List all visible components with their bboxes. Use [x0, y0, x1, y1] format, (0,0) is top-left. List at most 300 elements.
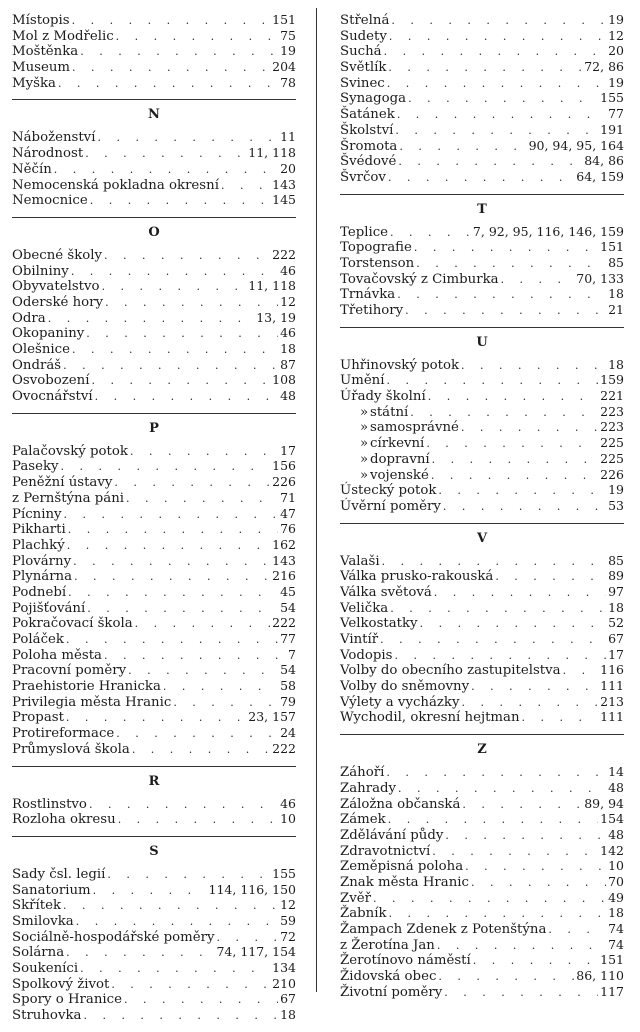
dot-leader [414, 240, 598, 256]
entry-term: Struhovka [12, 1008, 82, 1024]
dot-leader [501, 272, 575, 288]
dot-leader [434, 585, 606, 601]
index-entry [340, 647, 624, 663]
entry-pages: 116 [600, 662, 624, 678]
dot-leader [80, 961, 270, 977]
entry-term: Výlety a vycházky [340, 694, 460, 710]
dot-leader [66, 945, 214, 961]
dot-leader [461, 420, 598, 436]
entry-pages: 23, 157 [248, 709, 296, 725]
entry-pages: 86, 110 [576, 968, 624, 984]
entry-term: Oderské hory [12, 294, 104, 310]
dot-leader [386, 765, 606, 781]
entry-pages: 17 [608, 646, 624, 662]
entry-term: Záhoří [340, 765, 385, 781]
index-entry [12, 647, 296, 663]
dot-leader [522, 710, 599, 726]
dot-leader [471, 875, 606, 891]
index-entry [340, 435, 624, 451]
dot-leader [68, 522, 278, 538]
entry-pages: 10 [280, 811, 296, 827]
dot-leader [461, 695, 598, 711]
index-entry [340, 600, 624, 616]
dot-leader [420, 616, 607, 632]
index-entry [12, 388, 296, 404]
entry-term: Zahrady [340, 780, 397, 796]
dot-leader [104, 248, 270, 264]
dot-leader [76, 914, 278, 930]
dot-leader [48, 311, 255, 327]
entry-term: Protireformace [12, 726, 115, 742]
dot-leader [124, 992, 278, 1008]
index-entry [12, 709, 296, 725]
index-entry [340, 615, 624, 631]
dot-leader [114, 475, 270, 491]
entry-pages: 18 [280, 1007, 296, 1023]
dot-leader [85, 146, 246, 162]
dot-leader [438, 969, 574, 985]
index-entry [12, 75, 296, 91]
entry-term: Místopis [12, 13, 70, 28]
index-entry [12, 12, 296, 28]
entry-term: Ovocnářství [12, 389, 93, 405]
index-entry [340, 482, 624, 498]
index-entry [12, 694, 296, 710]
entry-term: Plovárny [12, 553, 72, 569]
entry-pages: 74, 117, 154 [216, 944, 296, 960]
dot-leader [104, 648, 286, 664]
index-entry [12, 1007, 296, 1023]
dot-leader [432, 452, 598, 468]
index-entry [12, 59, 296, 75]
entry-pages: 20 [608, 43, 624, 59]
index-entry [340, 984, 624, 1000]
entry-term: Rostlinstvo [12, 796, 87, 812]
index-entry [340, 780, 624, 796]
index-entry [340, 224, 624, 240]
entry-pages: 20 [280, 160, 296, 176]
entry-pages: 10 [608, 858, 624, 874]
dot-leader [61, 459, 271, 475]
index-entry [340, 843, 624, 859]
index-section [12, 99, 296, 207]
index-entry [340, 59, 624, 75]
dot-leader [461, 358, 606, 374]
entry-term: Vintíř [340, 632, 379, 647]
entry-pages: 225 [600, 450, 624, 466]
index-entry [12, 960, 296, 976]
dot-leader [380, 632, 606, 648]
index-entry [12, 929, 296, 945]
dot-leader [63, 898, 278, 914]
index-entry [340, 75, 624, 91]
dot-leader [95, 389, 278, 405]
entry-pages: 210 [272, 975, 296, 991]
dot-leader [408, 91, 598, 107]
entry-term: Pokračovací škola [12, 616, 133, 632]
entry-term: Rozloha okresu [12, 812, 116, 828]
entry-pages: 156 [272, 458, 296, 474]
entry-pages: 111 [600, 709, 624, 725]
dot-leader [387, 373, 599, 389]
index-entry [12, 600, 296, 616]
entry-term: Znak města Hranic [340, 874, 469, 890]
index-entry [340, 827, 624, 843]
index-entry [340, 286, 624, 302]
entry-pages: 154 [600, 811, 624, 827]
index-entry [340, 937, 624, 953]
index-section [12, 836, 296, 1023]
entry-pages: 226 [272, 474, 296, 490]
dot-leader [83, 1008, 278, 1024]
dot-leader [116, 726, 278, 742]
entry-pages: 85 [608, 254, 624, 270]
entry-pages: 151 [600, 952, 624, 968]
index-entry [340, 106, 624, 122]
dot-leader [428, 389, 598, 405]
entry-pages: 162 [272, 536, 296, 552]
dot-leader [438, 483, 606, 499]
entry-pages: 216 [272, 568, 296, 584]
entry-pages: 14 [608, 764, 624, 780]
index-entry [340, 952, 624, 968]
entry-pages: 19 [608, 482, 624, 498]
entry-term: Spolkový život [12, 976, 110, 992]
entry-pages: 64, 159 [576, 168, 624, 184]
dot-leader [93, 883, 207, 899]
entry-pages: 52 [608, 615, 624, 631]
entry-pages: 77 [608, 106, 624, 122]
dot-leader [111, 977, 270, 993]
entry-pages: 67 [608, 631, 624, 646]
entry-pages: 17 [280, 442, 296, 458]
sub-entry-marker: » [360, 436, 369, 452]
entry-pages: 223 [600, 419, 624, 435]
entry-term: Národnost [12, 146, 84, 162]
entry-term: Něčín [12, 161, 52, 177]
entry-pages: 12 [608, 27, 624, 43]
index-entry [340, 764, 624, 780]
dot-leader [471, 679, 598, 695]
index-entry [12, 161, 296, 177]
entry-term: Poloha města [12, 647, 102, 663]
entry-term: Paseky [12, 459, 59, 475]
dot-leader [387, 76, 606, 92]
entry-term: Synagoga [340, 91, 407, 107]
entry-term: Propast [12, 710, 64, 726]
entry-term: Museum [12, 60, 71, 76]
dot-leader [102, 279, 247, 295]
entry-pages: 21 [608, 302, 624, 317]
entry-term: Ústecký potok [340, 483, 437, 499]
entry-pages: 77 [280, 631, 296, 646]
index-entry [340, 372, 624, 388]
index-entry [12, 372, 296, 388]
entry-pages: 90, 94, 95, 164 [528, 137, 624, 153]
dot-leader [398, 781, 606, 797]
entry-pages: 12 [280, 293, 296, 309]
dot-leader [116, 29, 278, 45]
index-entry [340, 498, 624, 514]
entry-pages: 213 [600, 693, 624, 709]
index-entry [340, 678, 624, 694]
entry-term: Třetihory [340, 303, 404, 318]
entry-pages: 221 [600, 388, 624, 404]
entry-term: Palačovský potok [12, 443, 128, 459]
index-entry [340, 138, 624, 154]
dot-leader [405, 303, 606, 319]
index-section [12, 217, 296, 404]
dot-leader [384, 44, 606, 60]
entry-term: Životní poměry [340, 984, 443, 1000]
entry-term: Wychodil, okresní hejtman [340, 710, 520, 726]
index-entry [340, 90, 624, 106]
dot-leader [126, 491, 278, 507]
entry-term: vojenské [370, 467, 429, 483]
entry-pages: 79 [280, 693, 296, 709]
entry-term: Sanatorium [12, 882, 91, 898]
index-entry [340, 921, 624, 937]
entry-term: Zvěř [340, 890, 371, 906]
dot-leader [473, 953, 598, 969]
dot-leader [89, 797, 278, 813]
dot-leader [548, 922, 606, 938]
dot-leader [216, 930, 278, 946]
dot-leader [462, 797, 582, 813]
index-entry [12, 976, 296, 992]
entry-term: Pracovní poměry [12, 663, 127, 679]
entry-pages: 222 [272, 740, 296, 756]
entry-term: Myška [12, 75, 56, 91]
entry-term: Švédové [340, 154, 397, 170]
entry-pages: 226 [600, 466, 624, 482]
entry-pages: 142 [600, 842, 624, 858]
dot-leader [66, 632, 278, 648]
entry-term: Válka prusko-rakouská [340, 569, 494, 585]
dot-leader [63, 358, 278, 374]
entry-term: Plachký [12, 537, 65, 553]
dot-leader [66, 710, 246, 726]
dot-leader [445, 828, 606, 844]
dot-leader [72, 342, 278, 358]
dot-leader [80, 44, 278, 60]
entry-pages: 143 [272, 552, 296, 568]
dot-leader [72, 60, 270, 76]
entry-pages: 18 [608, 905, 624, 921]
index-entry [340, 302, 624, 318]
index-entry [340, 255, 624, 271]
entry-pages: 145 [272, 192, 296, 208]
entry-pages: 11, 118 [248, 278, 296, 294]
dot-leader [399, 139, 526, 155]
index-entry [340, 968, 624, 984]
entry-term: Žerotínovo náměstí [340, 953, 471, 969]
entry-term: Náboženství [12, 130, 96, 146]
index-entry [12, 443, 296, 459]
entry-term: Podnebí [12, 584, 67, 600]
entry-term: Solárna [12, 945, 65, 961]
index-entry [340, 153, 624, 169]
dot-leader [54, 162, 278, 178]
entry-term: Peněžní ústavy [12, 475, 113, 491]
entry-term: Šatánek [340, 107, 395, 123]
entry-term: Zeměpisná poloha [340, 859, 464, 875]
index-entry [340, 12, 624, 28]
dot-leader [444, 985, 598, 1001]
entry-term: Sociálně-hospodářské poměry [12, 929, 215, 945]
index-entry [12, 866, 296, 882]
entry-term: Obilniny [12, 263, 69, 279]
entry-pages: 46 [280, 795, 296, 811]
index-entry [12, 263, 296, 279]
entry-term: Praehistorie Hranicka [12, 679, 161, 695]
entry-term: Mol z Modřelic [12, 28, 114, 44]
entry-term: Vodopis [340, 647, 393, 663]
index-section [12, 12, 296, 90]
entry-term: Pikharti [12, 522, 66, 538]
dot-leader [397, 287, 606, 303]
dot-leader [373, 891, 606, 907]
entry-pages: 12 [280, 897, 296, 913]
entry-term: Volby do obecního zastupitelstva [340, 663, 561, 679]
entry-pages: 74 [608, 936, 624, 952]
sub-entry-marker: » [360, 467, 369, 483]
dot-leader [64, 507, 279, 523]
index-entry [12, 247, 296, 263]
dot-leader [395, 123, 598, 139]
entry-term: dopravní [370, 451, 430, 467]
entry-pages: 47 [280, 505, 296, 521]
dot-leader [72, 13, 271, 29]
index-entry [12, 28, 296, 44]
index-entry [12, 553, 296, 569]
entry-pages: 46 [280, 262, 296, 278]
entry-term: Školství [340, 122, 394, 138]
index-entry [12, 192, 296, 208]
dot-leader [97, 130, 278, 146]
dot-leader [86, 326, 278, 342]
entry-pages: 151 [600, 239, 624, 255]
entry-pages: 89, 94 [584, 795, 624, 811]
entry-term: Sudety [340, 28, 387, 44]
index-entry [340, 890, 624, 906]
index-section [340, 523, 624, 726]
index-column-left [12, 12, 296, 1032]
entry-term: Poláček [12, 632, 64, 647]
entry-term: Uhřinovský potok [340, 357, 460, 373]
entry-term: Sady čsl. legií [12, 866, 106, 882]
entry-pages: 54 [280, 599, 296, 615]
entry-term: Skřítek [12, 898, 62, 914]
dot-leader [432, 844, 598, 860]
entry-term: Pojišťování [12, 600, 86, 616]
index-entry [12, 43, 296, 59]
entry-pages: 18 [608, 286, 624, 302]
entry-term: Záložna občanská [340, 796, 461, 812]
dot-leader [382, 554, 607, 570]
entry-pages: 53 [608, 497, 624, 513]
index-entry [340, 122, 624, 138]
entry-pages: 11 [280, 129, 296, 145]
entry-pages: 204 [272, 59, 296, 75]
index-entry [340, 584, 624, 600]
entry-pages: 45 [280, 583, 296, 599]
entry-term: Nemocenská pokladna okresní [12, 177, 219, 193]
entry-term: z Žerotína Jan [340, 937, 435, 953]
index-entry [340, 811, 624, 827]
entry-term: Válka světová [340, 584, 432, 600]
entry-term: Olešnice [12, 342, 70, 357]
entry-term: Moštěnka [12, 44, 79, 60]
dot-leader [389, 29, 606, 45]
index-entry [12, 811, 296, 827]
dot-leader [130, 444, 278, 460]
dot-leader [410, 405, 598, 421]
entry-term: Trnávka [340, 287, 396, 303]
entry-pages: 87 [280, 356, 296, 372]
dot-leader [221, 178, 270, 194]
index-entry [12, 584, 296, 600]
entry-pages: 13, 19 [256, 309, 296, 325]
entry-pages: 191 [600, 121, 624, 137]
section-letter-heading: T [477, 201, 487, 217]
index-entry [340, 709, 624, 725]
index-entry [12, 568, 296, 584]
index-entry [340, 404, 624, 420]
entry-pages: 222 [272, 246, 296, 262]
section-letter-heading: U [476, 334, 488, 350]
entry-term: Suchá [340, 44, 382, 60]
entry-pages: 7, 92, 95, 116, 146, 159 [472, 223, 624, 239]
dot-leader [416, 256, 606, 272]
dot-leader [389, 906, 607, 922]
dot-leader [128, 663, 278, 679]
entry-pages: 134 [272, 960, 296, 975]
index-section [340, 327, 624, 514]
index-entry [12, 490, 296, 506]
entry-pages: 225 [600, 435, 624, 451]
entry-term: Zámek [340, 812, 386, 828]
entry-pages: 67 [280, 991, 296, 1007]
index-entry [12, 537, 296, 553]
dot-leader [426, 436, 598, 452]
index-entry [340, 874, 624, 890]
dot-leader [391, 13, 606, 29]
dot-leader [105, 295, 278, 311]
entry-pages: 24 [280, 725, 296, 741]
index-section [12, 766, 296, 827]
index-entry [340, 631, 624, 647]
entry-term: z Pernštýna páni [12, 490, 125, 506]
dot-leader [395, 648, 607, 664]
index-entry [340, 467, 624, 483]
index-entry [12, 796, 296, 812]
index-entry [340, 796, 624, 812]
entry-pages: 151 [272, 12, 296, 27]
entry-term: Svinec [340, 75, 385, 91]
entry-term: Zdělávání půdy [340, 827, 444, 843]
section-letter-heading: V [476, 530, 488, 546]
entry-term: Privilegia města Hranic [12, 694, 172, 710]
entry-term: Osvobození [12, 373, 90, 389]
entry-term: Odra [12, 310, 46, 326]
section-letter-heading: P [149, 420, 159, 436]
entry-term: Obecné školy [12, 247, 103, 263]
entry-pages: 74 [608, 921, 624, 936]
index-entry [12, 341, 296, 357]
index-entry [340, 43, 624, 59]
entry-pages: 155 [600, 90, 624, 106]
